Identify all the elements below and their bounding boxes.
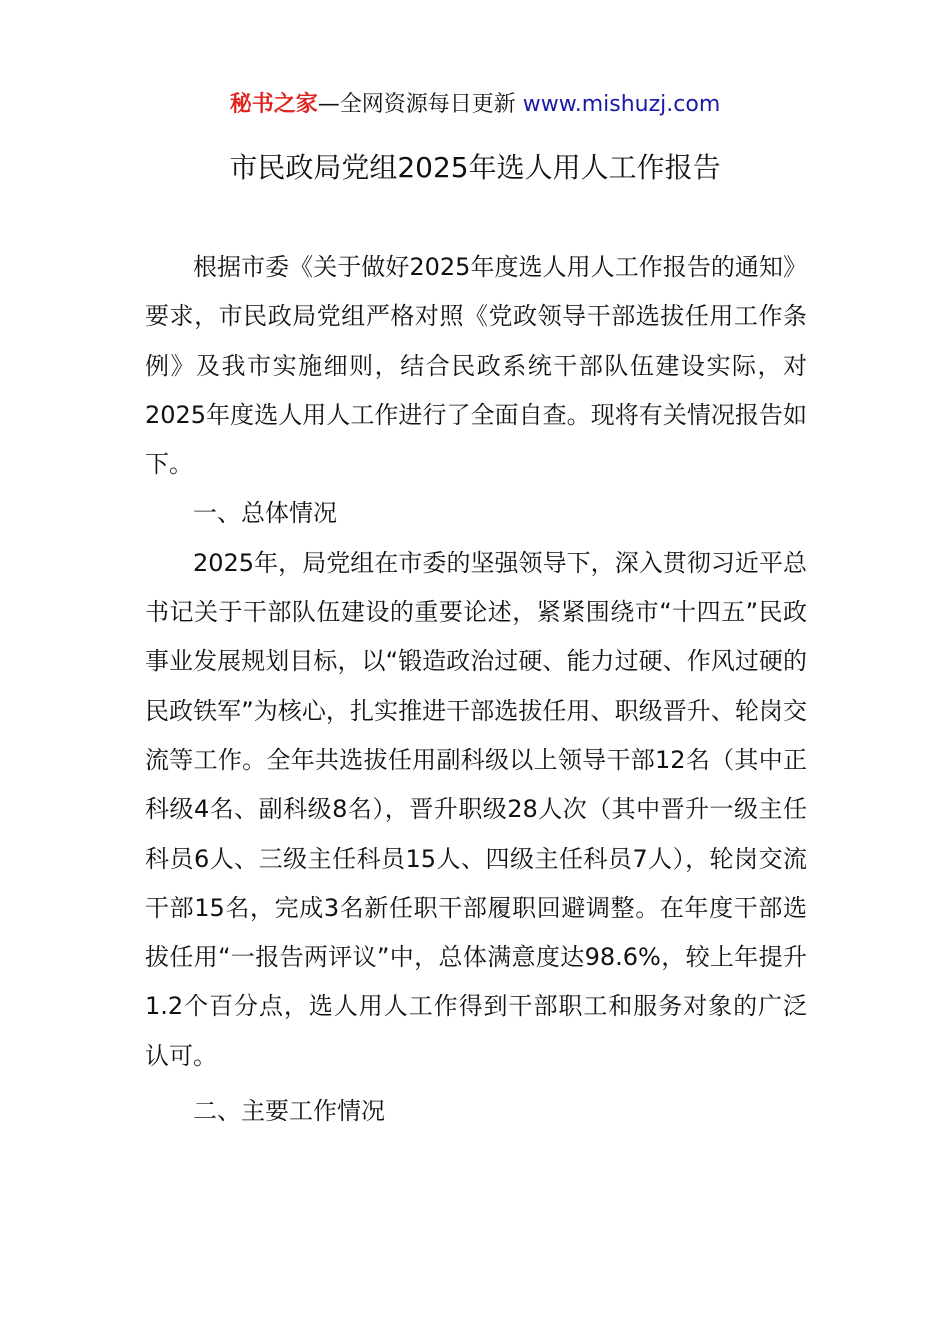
brand-name: 秘书之家 bbox=[229, 92, 318, 117]
overview-paragraph: 2025年，局党组在市委的坚强领导下，深入贯彻习近平总书记关于干部队伍建设的重要论述，紧紧围绕市“十四五”民政事业发展规划目标，以“锻造政治过硬、能力过硬、作风过硬的民政铁军”为核心，扎实推进干部选拔任用、职级晋升、轮岗交流等工作。全年共选拔任用副科级以上领导干部12名（其中正科级4名、副科级8名），晋升职级28人次（其中晋升一级主任科员6人、三级主任科员15人、四级主任科员7人），轮岗交流干部15名，完成3名新任职干部履职回避调整。在年度干部选拔任用“一报告两评议”中，总体满意度达98.6%，较上年提升1.2个百分点，选人用人工作得到干部职工和服务对象的广泛认可。 bbox=[145, 548, 807, 1070]
intro-paragraph: 根据市委《关于做好2025年度选人用人工作报告的通知》要求，市民政局党组严格对照《党政领导干部选拔任用工作条例》及我市实施细则，结合民政系统干部队伍建设实际，对2025年度选人用人工作进行了全面自查。现将有关情况报告如下。 bbox=[145, 253, 807, 479]
site-header bbox=[0, 88, 950, 122]
site-url-link[interactable]: www.mishuzj.com bbox=[522, 92, 721, 117]
document-title: 市民政局党组2025年选人用人工作报告 bbox=[229, 151, 721, 184]
document-body bbox=[145, 243, 807, 1136]
header-tagline: —全网资源每日更新 bbox=[317, 92, 516, 117]
section-heading-overview: 一、总体情况 bbox=[193, 499, 337, 528]
section-heading-main-work: 二、主要工作情况 bbox=[193, 1097, 385, 1126]
